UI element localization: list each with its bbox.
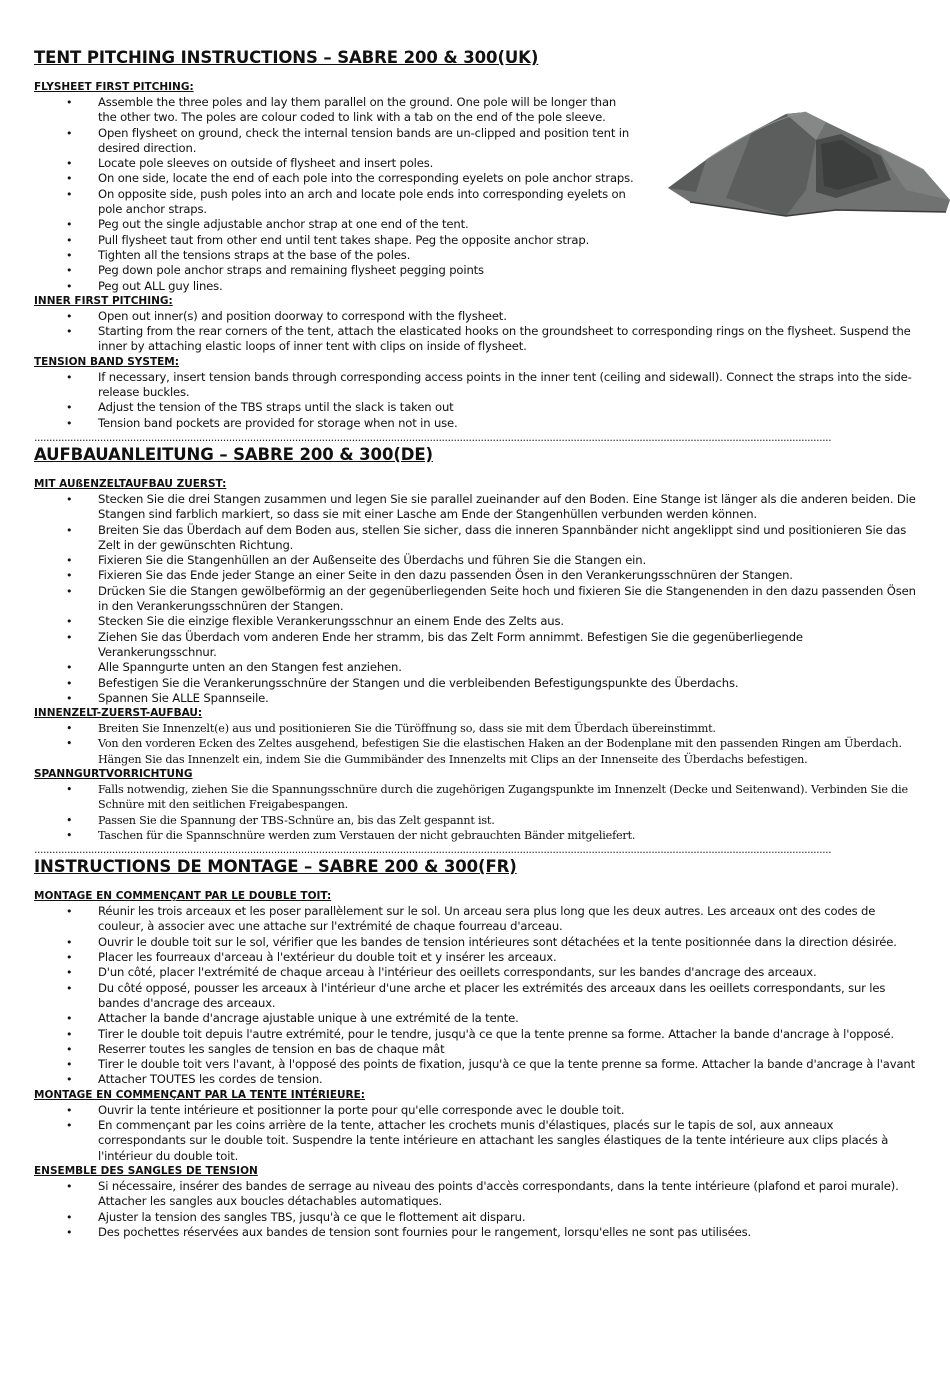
subheading-flysheet-first: MONTAGE EN COMMENÇANT PAR LE DOUBLE TOIT: [34, 890, 332, 903]
list-inner-first [34, 309, 924, 355]
list-item: • Befestigen Sie die Verankerungsschnüre der Stangen und die verbleibenden Befestigungspunkte des Überdachs. [34, 676, 924, 691]
list-item: • Alle Spanngurte unten an den Stangen fest anziehen. [34, 660, 924, 675]
list-item: • Ouvrir le double toit sur le sol, vérifier que les bandes de tension intérieures sont détachées et la tente positionnée dans la direction désirée. [34, 935, 924, 950]
list-item: • Fixieren Sie die Stangenhüllen an der Außenseite des Überdachs und führen Sie die Stangen ein. [34, 553, 924, 568]
list-item: • Starting from the rear corners of the tent, attach the elasticated hooks on the groundsheet to corresponding rings on the flysheet. Suspend the inner by attaching elastic loops of inner tent with clips on inside of flysheet. [34, 324, 924, 355]
list-tension-band [34, 1179, 924, 1240]
list-item: • Tighten all the tensions straps at the base of the poles. [34, 248, 924, 263]
list-item: • Stecken Sie die drei Stangen zusammen und legen Sie sie parallel zueinander auf den Boden. Eine Stange ist länger als die anderen beiden. Die Stangen sind farblich markiert, so dass sie mit einer Lasche am Ende der Stangenhüllen verbunden werden können. [34, 492, 924, 523]
subheading-flysheet-first: FLYSHEET FIRST PITCHING: [34, 81, 194, 93]
list-item: • Ajuster la tension des sangles TBS, jusqu'à ce que le flottement ait disparu. [34, 1210, 924, 1225]
list-item: • Spannen Sie ALLE Spannseile. [34, 691, 924, 706]
list-item: • Locate pole sleeves on outside of flysheet and insert poles. [34, 156, 924, 171]
list-item: • Breiten Sie das Überdach auf dem Boden aus, stellen Sie sicher, dass die inneren Spannbänder nicht angeklippt sind und positionieren Sie das Zelt in der gewünschten Richtung. [34, 523, 924, 554]
list-flysheet-first [34, 492, 924, 706]
list-item: • Tirer le double toit vers l'avant, à l'opposé des points de fixation, jusqu'à ce que la tente prenne sa forme. Attacher la bande d'ancrage à l'avant [34, 1057, 924, 1072]
list-item: • Réunir les trois arceaux et les poser parallèlement sur le sol. Un arceau sera plus long que les deux autres. Les arceaux ont des codes de couleur, à associer avec une attache sur l'extrémité de chaque fourreau d'arceau. [34, 904, 924, 935]
list-item: • Taschen für die Spannschnüre werden zum Verstauen der nicht gebrauchten Bänder mitgeliefert. [34, 828, 924, 843]
list-tension-band [34, 370, 924, 431]
subheading-inner-first: INNENZELT-ZUERST-AUFBAU: [34, 707, 203, 720]
list-item: • Von den vorderen Ecken des Zeltes ausgehend, befestigen Sie die elastischen Haken an der Bodenplane mit den passenden Ringen am Überdach. Hängen Sie das Innenzelt ein, indem Sie die Gummibänder des Innenzelts mit Clips an der Innenseite des Überdachs befestigen. [34, 736, 924, 767]
list-item: • Tirer le double toit depuis l'autre extrémité, pour le tendre, jusqu'à ce que la tente prenne sa forme. Attacher la bande d'ancrage à l'opposé. [34, 1027, 924, 1042]
list-item: • Fixieren Sie das Ende jeder Stange an einer Seite in den dazu passenden Ösen in den Verankerungsschnüren der Stangen. [34, 568, 924, 583]
list-flysheet-first [34, 904, 924, 1088]
list-item: • Adjust the tension of the TBS straps until the slack is taken out [34, 400, 924, 415]
list-item: • Drücken Sie die Stangen gewölbeförmig an der gegenüberliegenden Seite hoch und fixieren Sie die Stangenenden in den dazu passenden Ösen in den Verankerungsschnüren der Stangen. [34, 584, 924, 615]
section-title: TENT PITCHING INSTRUCTIONS – SABRE 200 & 300(UK) [34, 48, 539, 67]
list-item: • Des pochettes réservées aux bandes de tension sont fournies pour le rangement, lorsqu'elles ne sont pas utilisées. [34, 1225, 924, 1240]
subheading-tension-band: SPANNGURTVORRICHTUNG [34, 767, 193, 780]
section-title: AUFBAUANLEITUNG – SABRE 200 & 300(DE) [34, 444, 433, 464]
document-page [34, 48, 924, 1240]
list-item: • Passen Sie die Spannung der TBS-Schnüre an, bis das Zelt gespannt ist. [34, 813, 924, 828]
list-item: • Placer les fourreaux d'arceau à l'extérieur du double toit et y insérer les arceaux. [34, 950, 924, 965]
list-item: • Peg down pole anchor straps and remaining flysheet pegging points [34, 263, 924, 278]
list-inner-first [34, 721, 924, 767]
list-flysheet-first [34, 95, 924, 294]
separator-line: .......................................................................................................................................................................................................................................................................... [34, 843, 832, 857]
subheading-inner-first: INNER FIRST PITCHING: [34, 294, 173, 307]
subheading-flysheet-first: MIT AUßENZELTAUFBAU ZUERST: [34, 477, 227, 490]
list-item: • Peg out ALL guy lines. [34, 279, 924, 294]
subheading-tension-band: TENSION BAND SYSTEM: [34, 355, 179, 368]
list-tension-band [34, 782, 924, 843]
list-item: • En commençant par les coins arrière de la tente, attacher les crochets munis d'élastiques, placés sur le tapis de sol, aux anneaux correspondants sur le double toit. Suspendre la tente intérieure en attachant les sangles élastiques de la tente intérieure aux clips placés à l'intérieur du double toit. [34, 1118, 924, 1164]
list-item: • Peg out the single adjustable anchor strap at one end of the tent. [34, 217, 924, 232]
section-fr [34, 857, 924, 1240]
list-item: • Open flysheet on ground, check the internal tension bands are un-clipped and position tent in desired direction. [34, 126, 924, 157]
list-item: • Reserrer toutes les sangles de tension en bas de chaque mât [34, 1042, 924, 1057]
section-title: INSTRUCTIONS DE MONTAGE – SABRE 200 & 300(FR) [34, 857, 517, 877]
list-item: • Tension band pockets are provided for storage when not in use. [34, 416, 924, 431]
list-inner-first [34, 1103, 924, 1164]
list-item: • Attacher la bande d'ancrage ajustable unique à une extrémité de la tente. [34, 1011, 924, 1026]
list-item: • Stecken Sie die einzige flexible Verankerungsschnur an einem Ende des Zelts aus. [34, 614, 924, 629]
list-item: • On one side, locate the end of each pole into the corresponding eyelets on pole anchor straps. [34, 171, 924, 186]
list-item: • Assemble the three poles and lay them parallel on the ground. One pole will be longer than the other two. The poles are colour coded to link with a tab on the end of the pole sleeve. [34, 95, 924, 126]
list-item: • Attacher TOUTES les cordes de tension. [34, 1072, 924, 1087]
list-item: • Ouvrir la tente intérieure et positionner la porte pour qu'elle corresponde avec le double toit. [34, 1103, 924, 1118]
subheading-inner-first: MONTAGE EN COMMENÇANT PAR LA TENTE INTÉRIEURE: [34, 1088, 365, 1101]
list-item: • Si nécessaire, insérer des bandes de serrage au niveau des points d'accès correspondants, dans la tente intérieure (plafond et paroi murale). Attacher les sangles aux boucles détachables automatiques. [34, 1179, 924, 1210]
list-item: • Falls notwendig, ziehen Sie die Spannungsschnüre durch die zugehörigen Zugangspunkte im Innenzelt (Decke und Seitenwand). Verbinden Sie die Schnüre mit den seitlichen Freigabespangen. [34, 782, 924, 813]
list-item: • Pull flysheet taut from other end until tent takes shape. Peg the opposite anchor strap. [34, 233, 924, 248]
list-item: • If necessary, insert tension bands through corresponding access points in the inner tent (ceiling and sidewall). Connect the straps into the side-release buckles. [34, 370, 924, 401]
list-item: • Du côté opposé, pousser les arceaux à l'intérieur d'une arche et placer les extrémités des arceaux dans les oeillets correspondants, sur les bandes d'ancrage des arceaux. [34, 981, 924, 1012]
subheading-tension-band: ENSEMBLE DES SANGLES DE TENSION [34, 1164, 258, 1177]
section-de [34, 445, 924, 843]
list-item: • Open out inner(s) and position doorway to correspond with the flysheet. [34, 309, 924, 324]
list-item: • Breiten Sie Innenzelt(e) aus und positionieren Sie die Türöffnung so, dass sie mit dem Überdach übereinstimmt. [34, 721, 924, 736]
list-item: • D'un côté, placer l'extrémité de chaque arceau à l'intérieur des oeillets correspondants, sur les bandes d'ancrage des arceaux. [34, 965, 924, 980]
list-item: • On opposite side, push poles into an arch and locate pole ends into corresponding eyelets on pole anchor straps. [34, 187, 924, 218]
list-item: • Ziehen Sie das Überdach vom anderen Ende her stramm, bis das Zelt Form annimmt. Befestigen Sie die gegenüberliegende Verankerungsschnur. [34, 630, 924, 661]
section-uk [34, 48, 924, 431]
separator-line: .......................................................................................................................................................................................................................................................................... [34, 430, 832, 444]
